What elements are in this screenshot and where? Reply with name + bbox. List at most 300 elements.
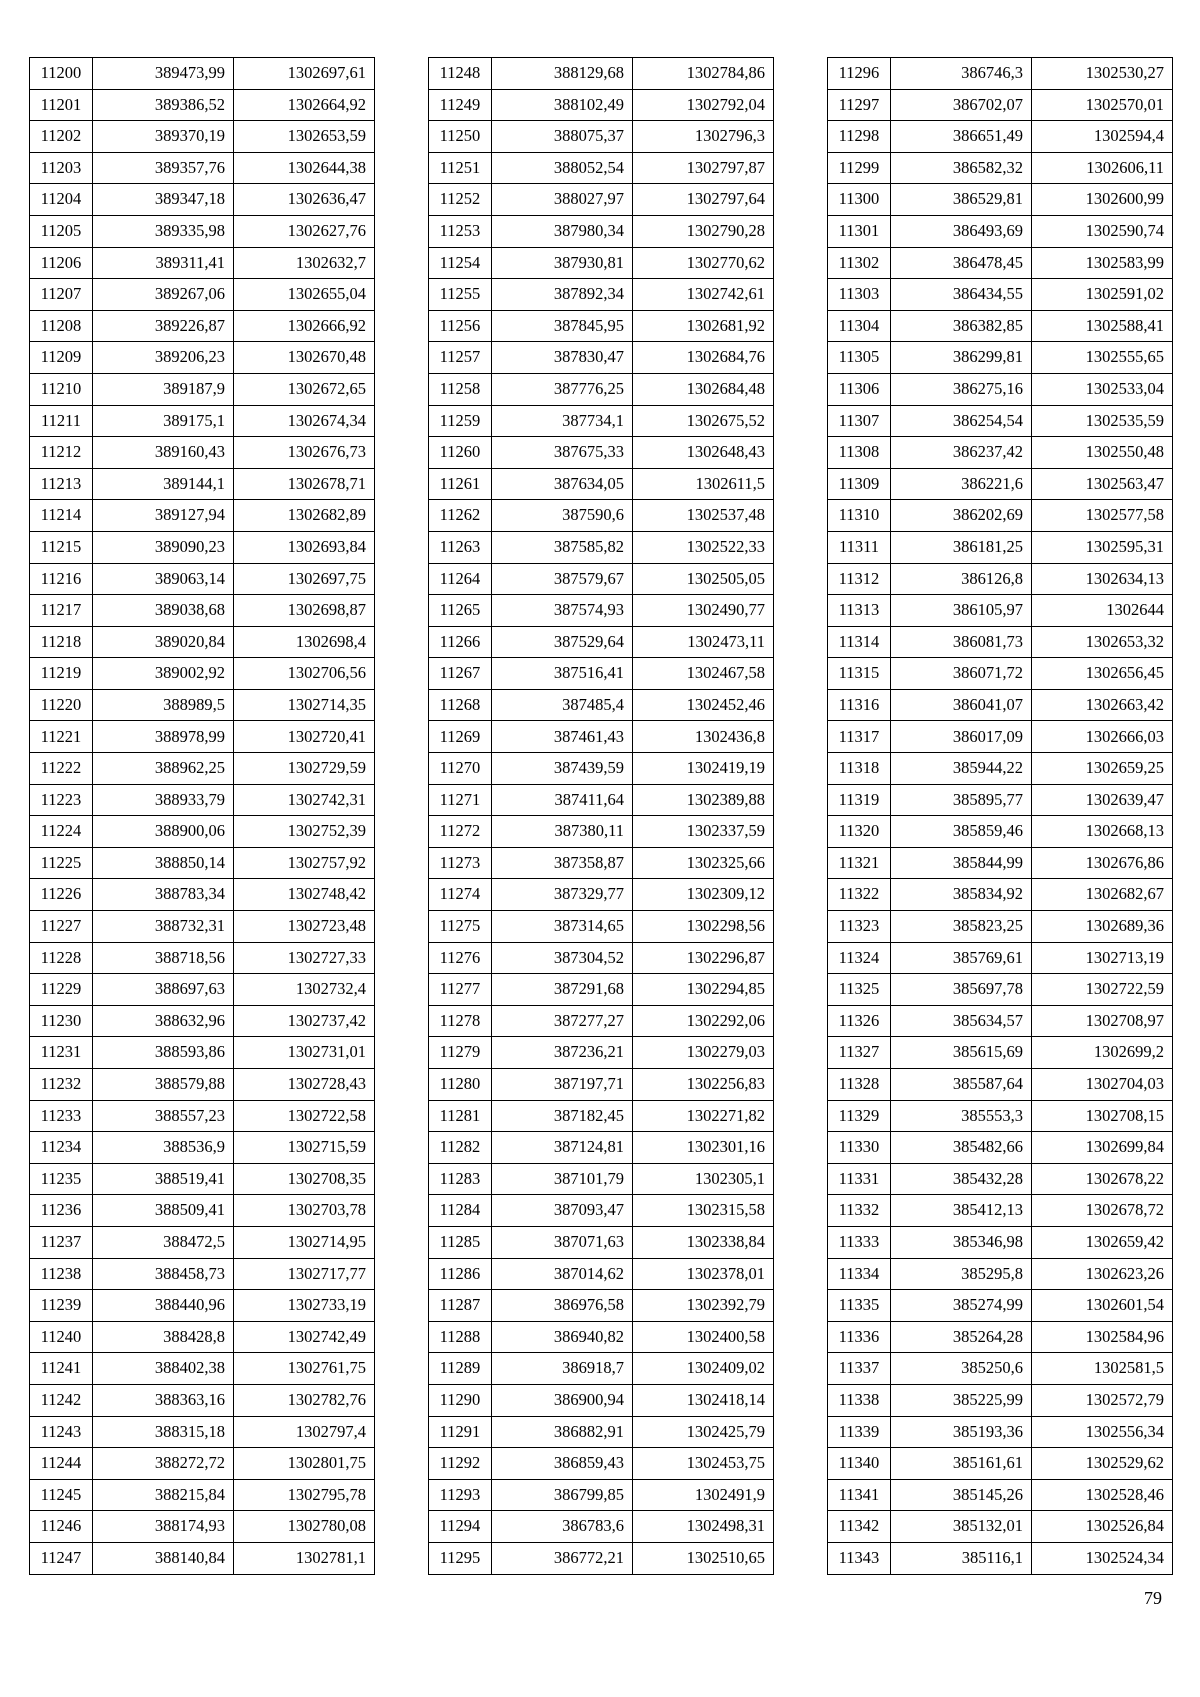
y-coordinate-cell: 1302535,59 bbox=[1032, 405, 1173, 437]
y-coordinate-cell: 1302796,3 bbox=[633, 121, 774, 153]
point-number-cell: 11299 bbox=[828, 152, 891, 184]
x-coordinate-cell: 388027,97 bbox=[492, 184, 633, 216]
table-row bbox=[429, 816, 774, 848]
table-row bbox=[30, 279, 375, 311]
x-coordinate-cell: 389267,06 bbox=[93, 279, 234, 311]
y-coordinate-cell: 1302723,48 bbox=[234, 911, 375, 943]
y-coordinate-cell: 1302742,31 bbox=[234, 784, 375, 816]
point-number-cell: 11312 bbox=[828, 563, 891, 595]
x-coordinate-cell: 388102,49 bbox=[492, 89, 633, 121]
table-row bbox=[30, 247, 375, 279]
point-number-cell: 11276 bbox=[429, 942, 492, 974]
y-coordinate-cell: 1302729,59 bbox=[234, 753, 375, 785]
table-row bbox=[429, 1448, 774, 1480]
x-coordinate-cell: 385895,77 bbox=[891, 784, 1032, 816]
y-coordinate-cell: 1302570,01 bbox=[1032, 89, 1173, 121]
point-number-cell: 11256 bbox=[429, 310, 492, 342]
x-coordinate-cell: 387579,67 bbox=[492, 563, 633, 595]
x-coordinate-cell: 386237,42 bbox=[891, 437, 1032, 469]
table-row bbox=[30, 1479, 375, 1511]
point-number-cell: 11338 bbox=[828, 1384, 891, 1416]
y-coordinate-cell: 1302674,34 bbox=[234, 405, 375, 437]
y-coordinate-cell: 1302292,06 bbox=[633, 1005, 774, 1037]
y-coordinate-cell: 1302634,13 bbox=[1032, 563, 1173, 595]
table-row bbox=[429, 1479, 774, 1511]
x-coordinate-cell: 389002,92 bbox=[93, 658, 234, 690]
x-coordinate-cell: 388509,41 bbox=[93, 1195, 234, 1227]
point-number-cell: 11245 bbox=[30, 1479, 93, 1511]
table-row bbox=[828, 1100, 1173, 1132]
point-number-cell: 11248 bbox=[429, 58, 492, 90]
y-coordinate-cell: 1302780,08 bbox=[234, 1511, 375, 1543]
y-coordinate-cell: 1302693,84 bbox=[234, 531, 375, 563]
y-coordinate-cell: 1302708,97 bbox=[1032, 1005, 1173, 1037]
x-coordinate-cell: 386918,7 bbox=[492, 1353, 633, 1385]
x-coordinate-cell: 386940,82 bbox=[492, 1321, 633, 1353]
y-coordinate-cell: 1302556,34 bbox=[1032, 1416, 1173, 1448]
table-row bbox=[828, 1448, 1173, 1480]
x-coordinate-cell: 389160,43 bbox=[93, 437, 234, 469]
point-number-cell: 11237 bbox=[30, 1226, 93, 1258]
y-coordinate-cell: 1302704,03 bbox=[1032, 1069, 1173, 1101]
y-coordinate-cell: 1302648,43 bbox=[633, 437, 774, 469]
y-coordinate-cell: 1302653,32 bbox=[1032, 626, 1173, 658]
y-coordinate-cell: 1302473,11 bbox=[633, 626, 774, 658]
point-number-cell: 11332 bbox=[828, 1195, 891, 1227]
y-coordinate-cell: 1302636,47 bbox=[234, 184, 375, 216]
x-coordinate-cell: 388315,18 bbox=[93, 1416, 234, 1448]
x-coordinate-cell: 388697,63 bbox=[93, 974, 234, 1006]
table-row bbox=[828, 753, 1173, 785]
table-row bbox=[30, 1100, 375, 1132]
table-row bbox=[429, 1542, 774, 1574]
point-number-cell: 11319 bbox=[828, 784, 891, 816]
table-row bbox=[30, 658, 375, 690]
point-number-cell: 11318 bbox=[828, 753, 891, 785]
point-number-cell: 11229 bbox=[30, 974, 93, 1006]
table-row bbox=[429, 1069, 774, 1101]
point-number-cell: 11201 bbox=[30, 89, 93, 121]
point-number-cell: 11211 bbox=[30, 405, 93, 437]
y-coordinate-cell: 1302676,73 bbox=[234, 437, 375, 469]
x-coordinate-cell: 388732,31 bbox=[93, 911, 234, 943]
table-row bbox=[429, 1132, 774, 1164]
table-row bbox=[429, 1100, 774, 1132]
x-coordinate-cell: 388557,23 bbox=[93, 1100, 234, 1132]
table-row bbox=[30, 1226, 375, 1258]
table-row bbox=[429, 310, 774, 342]
point-number-cell: 11238 bbox=[30, 1258, 93, 1290]
table-row bbox=[429, 1511, 774, 1543]
y-coordinate-cell: 1302784,86 bbox=[633, 58, 774, 90]
point-number-cell: 11261 bbox=[429, 468, 492, 500]
y-coordinate-cell: 1302676,86 bbox=[1032, 847, 1173, 879]
point-number-cell: 11287 bbox=[429, 1290, 492, 1322]
y-coordinate-cell: 1302698,87 bbox=[234, 595, 375, 627]
y-coordinate-cell: 1302632,7 bbox=[234, 247, 375, 279]
x-coordinate-cell: 385346,98 bbox=[891, 1226, 1032, 1258]
y-coordinate-cell: 1302666,03 bbox=[1032, 721, 1173, 753]
point-number-cell: 11204 bbox=[30, 184, 93, 216]
x-coordinate-cell: 389063,14 bbox=[93, 563, 234, 595]
table-row bbox=[828, 974, 1173, 1006]
x-coordinate-cell: 385834,92 bbox=[891, 879, 1032, 911]
point-number-cell: 11333 bbox=[828, 1226, 891, 1258]
point-number-cell: 11225 bbox=[30, 847, 93, 879]
table-row bbox=[828, 121, 1173, 153]
point-number-cell: 11240 bbox=[30, 1321, 93, 1353]
x-coordinate-cell: 386254,54 bbox=[891, 405, 1032, 437]
table-row bbox=[429, 279, 774, 311]
table-row bbox=[828, 184, 1173, 216]
x-coordinate-cell: 386900,94 bbox=[492, 1384, 633, 1416]
y-coordinate-cell: 1302338,84 bbox=[633, 1226, 774, 1258]
table-row bbox=[828, 1037, 1173, 1069]
x-coordinate-cell: 388215,84 bbox=[93, 1479, 234, 1511]
x-coordinate-cell: 388363,16 bbox=[93, 1384, 234, 1416]
point-number-cell: 11315 bbox=[828, 658, 891, 690]
point-number-cell: 11228 bbox=[30, 942, 93, 974]
table-row bbox=[30, 1258, 375, 1290]
y-coordinate-cell: 1302271,82 bbox=[633, 1100, 774, 1132]
y-coordinate-cell: 1302572,79 bbox=[1032, 1384, 1173, 1416]
x-coordinate-cell: 385264,28 bbox=[891, 1321, 1032, 1353]
x-coordinate-cell: 386799,85 bbox=[492, 1479, 633, 1511]
x-coordinate-cell: 388632,96 bbox=[93, 1005, 234, 1037]
point-number-cell: 11300 bbox=[828, 184, 891, 216]
point-number-cell: 11207 bbox=[30, 279, 93, 311]
x-coordinate-cell: 388783,34 bbox=[93, 879, 234, 911]
table-row bbox=[429, 152, 774, 184]
point-number-cell: 11212 bbox=[30, 437, 93, 469]
point-number-cell: 11210 bbox=[30, 373, 93, 405]
y-coordinate-cell: 1302555,65 bbox=[1032, 342, 1173, 374]
table-row bbox=[30, 879, 375, 911]
x-coordinate-cell: 387516,41 bbox=[492, 658, 633, 690]
point-number-cell: 11216 bbox=[30, 563, 93, 595]
point-number-cell: 11223 bbox=[30, 784, 93, 816]
y-coordinate-cell: 1302256,83 bbox=[633, 1069, 774, 1101]
table-row bbox=[429, 658, 774, 690]
table-row bbox=[30, 121, 375, 153]
point-number-cell: 11296 bbox=[828, 58, 891, 90]
y-coordinate-cell: 1302708,15 bbox=[1032, 1100, 1173, 1132]
y-coordinate-cell: 1302595,31 bbox=[1032, 531, 1173, 563]
table-row bbox=[828, 1321, 1173, 1353]
y-coordinate-cell: 1302742,61 bbox=[633, 279, 774, 311]
y-coordinate-cell: 1302714,95 bbox=[234, 1226, 375, 1258]
point-number-cell: 11200 bbox=[30, 58, 93, 90]
y-coordinate-cell: 1302757,92 bbox=[234, 847, 375, 879]
point-number-cell: 11309 bbox=[828, 468, 891, 500]
x-coordinate-cell: 386582,32 bbox=[891, 152, 1032, 184]
y-coordinate-cell: 1302782,76 bbox=[234, 1384, 375, 1416]
point-number-cell: 11249 bbox=[429, 89, 492, 121]
y-coordinate-cell: 1302733,19 bbox=[234, 1290, 375, 1322]
y-coordinate-cell: 1302389,88 bbox=[633, 784, 774, 816]
y-coordinate-cell: 1302301,16 bbox=[633, 1132, 774, 1164]
table-row bbox=[828, 215, 1173, 247]
x-coordinate-cell: 388962,25 bbox=[93, 753, 234, 785]
point-number-cell: 11294 bbox=[429, 1511, 492, 1543]
point-number-cell: 11231 bbox=[30, 1037, 93, 1069]
point-number-cell: 11241 bbox=[30, 1353, 93, 1385]
x-coordinate-cell: 385482,66 bbox=[891, 1132, 1032, 1164]
x-coordinate-cell: 389386,52 bbox=[93, 89, 234, 121]
y-coordinate-cell: 1302409,02 bbox=[633, 1353, 774, 1385]
y-coordinate-cell: 1302678,72 bbox=[1032, 1195, 1173, 1227]
point-number-cell: 11321 bbox=[828, 847, 891, 879]
y-coordinate-cell: 1302770,62 bbox=[633, 247, 774, 279]
point-number-cell: 11286 bbox=[429, 1258, 492, 1290]
y-coordinate-cell: 1302537,48 bbox=[633, 500, 774, 532]
x-coordinate-cell: 386041,07 bbox=[891, 689, 1032, 721]
table-row bbox=[30, 816, 375, 848]
point-number-cell: 11273 bbox=[429, 847, 492, 879]
y-coordinate-cell: 1302325,66 bbox=[633, 847, 774, 879]
x-coordinate-cell: 387930,81 bbox=[492, 247, 633, 279]
table-row bbox=[828, 784, 1173, 816]
table-row bbox=[429, 215, 774, 247]
x-coordinate-cell: 387304,52 bbox=[492, 942, 633, 974]
point-number-cell: 11257 bbox=[429, 342, 492, 374]
y-coordinate-cell: 1302797,4 bbox=[234, 1416, 375, 1448]
y-coordinate-cell: 1302505,05 bbox=[633, 563, 774, 595]
point-number-cell: 11250 bbox=[429, 121, 492, 153]
point-number-cell: 11320 bbox=[828, 816, 891, 848]
y-coordinate-cell: 1302720,41 bbox=[234, 721, 375, 753]
y-coordinate-cell: 1302337,59 bbox=[633, 816, 774, 848]
table-row bbox=[30, 784, 375, 816]
table-row bbox=[30, 342, 375, 374]
x-coordinate-cell: 385587,64 bbox=[891, 1069, 1032, 1101]
table-row bbox=[429, 974, 774, 1006]
table-row bbox=[828, 247, 1173, 279]
x-coordinate-cell: 387291,68 bbox=[492, 974, 633, 1006]
table-row bbox=[429, 1163, 774, 1195]
y-coordinate-cell: 1302452,46 bbox=[633, 689, 774, 721]
x-coordinate-cell: 388052,54 bbox=[492, 152, 633, 184]
x-coordinate-cell: 388075,37 bbox=[492, 121, 633, 153]
x-coordinate-cell: 387277,27 bbox=[492, 1005, 633, 1037]
x-coordinate-cell: 385132,01 bbox=[891, 1511, 1032, 1543]
x-coordinate-cell: 385274,99 bbox=[891, 1290, 1032, 1322]
x-coordinate-cell: 386071,72 bbox=[891, 658, 1032, 690]
point-number-cell: 11341 bbox=[828, 1479, 891, 1511]
point-number-cell: 11253 bbox=[429, 215, 492, 247]
point-number-cell: 11274 bbox=[429, 879, 492, 911]
point-number-cell: 11263 bbox=[429, 531, 492, 563]
y-coordinate-cell: 1302510,65 bbox=[633, 1542, 774, 1574]
y-coordinate-cell: 1302715,59 bbox=[234, 1132, 375, 1164]
x-coordinate-cell: 385193,36 bbox=[891, 1416, 1032, 1448]
point-number-cell: 11292 bbox=[429, 1448, 492, 1480]
table-row bbox=[429, 184, 774, 216]
x-coordinate-cell: 388593,86 bbox=[93, 1037, 234, 1069]
y-coordinate-cell: 1302611,5 bbox=[633, 468, 774, 500]
table-row bbox=[30, 405, 375, 437]
y-coordinate-cell: 1302659,42 bbox=[1032, 1226, 1173, 1258]
x-coordinate-cell: 389206,23 bbox=[93, 342, 234, 374]
y-coordinate-cell: 1302591,02 bbox=[1032, 279, 1173, 311]
x-coordinate-cell: 385615,69 bbox=[891, 1037, 1032, 1069]
y-coordinate-cell: 1302279,03 bbox=[633, 1037, 774, 1069]
x-coordinate-cell: 388402,38 bbox=[93, 1353, 234, 1385]
table-row bbox=[828, 468, 1173, 500]
x-coordinate-cell: 387071,63 bbox=[492, 1226, 633, 1258]
point-number-cell: 11281 bbox=[429, 1100, 492, 1132]
point-number-cell: 11254 bbox=[429, 247, 492, 279]
table-row bbox=[30, 184, 375, 216]
y-coordinate-cell: 1302529,62 bbox=[1032, 1448, 1173, 1480]
x-coordinate-cell: 385432,28 bbox=[891, 1163, 1032, 1195]
table-row bbox=[429, 942, 774, 974]
table-row bbox=[828, 89, 1173, 121]
x-coordinate-cell: 388718,56 bbox=[93, 942, 234, 974]
x-coordinate-cell: 387892,34 bbox=[492, 279, 633, 311]
point-number-cell: 11285 bbox=[429, 1226, 492, 1258]
table-row bbox=[30, 58, 375, 90]
table-row bbox=[828, 405, 1173, 437]
point-number-cell: 11288 bbox=[429, 1321, 492, 1353]
y-coordinate-cell: 1302526,84 bbox=[1032, 1511, 1173, 1543]
table-row bbox=[828, 911, 1173, 943]
point-number-cell: 11264 bbox=[429, 563, 492, 595]
point-number-cell: 11213 bbox=[30, 468, 93, 500]
y-coordinate-cell: 1302453,75 bbox=[633, 1448, 774, 1480]
table-row bbox=[828, 879, 1173, 911]
y-coordinate-cell: 1302668,13 bbox=[1032, 816, 1173, 848]
table-row bbox=[828, 1384, 1173, 1416]
point-number-cell: 11247 bbox=[30, 1542, 93, 1574]
x-coordinate-cell: 389175,1 bbox=[93, 405, 234, 437]
table-row bbox=[828, 626, 1173, 658]
table-row bbox=[30, 974, 375, 1006]
point-number-cell: 11222 bbox=[30, 753, 93, 785]
table-row bbox=[429, 1384, 774, 1416]
x-coordinate-cell: 385823,25 bbox=[891, 911, 1032, 943]
table-row bbox=[30, 689, 375, 721]
table-row bbox=[30, 1037, 375, 1069]
y-coordinate-cell: 1302706,56 bbox=[234, 658, 375, 690]
y-coordinate-cell: 1302699,84 bbox=[1032, 1132, 1173, 1164]
x-coordinate-cell: 389038,68 bbox=[93, 595, 234, 627]
coordinates-table-2 bbox=[428, 57, 774, 1575]
y-coordinate-cell: 1302584,96 bbox=[1032, 1321, 1173, 1353]
x-coordinate-cell: 386493,69 bbox=[891, 215, 1032, 247]
table-row bbox=[828, 1353, 1173, 1385]
table-row bbox=[828, 310, 1173, 342]
y-coordinate-cell: 1302522,33 bbox=[633, 531, 774, 563]
table-row bbox=[429, 753, 774, 785]
point-number-cell: 11266 bbox=[429, 626, 492, 658]
x-coordinate-cell: 387439,59 bbox=[492, 753, 633, 785]
x-coordinate-cell: 385769,61 bbox=[891, 942, 1032, 974]
x-coordinate-cell: 385161,61 bbox=[891, 1448, 1032, 1480]
table-row bbox=[828, 1511, 1173, 1543]
y-coordinate-cell: 1302681,92 bbox=[633, 310, 774, 342]
x-coordinate-cell: 386081,73 bbox=[891, 626, 1032, 658]
x-coordinate-cell: 388428,8 bbox=[93, 1321, 234, 1353]
point-number-cell: 11259 bbox=[429, 405, 492, 437]
point-number-cell: 11307 bbox=[828, 405, 891, 437]
point-number-cell: 11328 bbox=[828, 1069, 891, 1101]
y-coordinate-cell: 1302392,79 bbox=[633, 1290, 774, 1322]
point-number-cell: 11235 bbox=[30, 1163, 93, 1195]
table-row bbox=[429, 1416, 774, 1448]
table-row bbox=[30, 847, 375, 879]
point-number-cell: 11265 bbox=[429, 595, 492, 627]
x-coordinate-cell: 387182,45 bbox=[492, 1100, 633, 1132]
point-number-cell: 11326 bbox=[828, 1005, 891, 1037]
y-coordinate-cell: 1302594,4 bbox=[1032, 121, 1173, 153]
table-row bbox=[30, 626, 375, 658]
x-coordinate-cell: 387124,81 bbox=[492, 1132, 633, 1164]
x-coordinate-cell: 387461,43 bbox=[492, 721, 633, 753]
table-row bbox=[30, 1069, 375, 1101]
y-coordinate-cell: 1302639,47 bbox=[1032, 784, 1173, 816]
point-number-cell: 11215 bbox=[30, 531, 93, 563]
point-number-cell: 11275 bbox=[429, 911, 492, 943]
x-coordinate-cell: 385116,1 bbox=[891, 1542, 1032, 1574]
y-coordinate-cell: 1302713,19 bbox=[1032, 942, 1173, 974]
y-coordinate-cell: 1302737,42 bbox=[234, 1005, 375, 1037]
y-coordinate-cell: 1302298,56 bbox=[633, 911, 774, 943]
x-coordinate-cell: 388978,99 bbox=[93, 721, 234, 753]
x-coordinate-cell: 387314,65 bbox=[492, 911, 633, 943]
table-row bbox=[828, 1226, 1173, 1258]
x-coordinate-cell: 385250,6 bbox=[891, 1353, 1032, 1385]
y-coordinate-cell: 1302722,59 bbox=[1032, 974, 1173, 1006]
point-number-cell: 11298 bbox=[828, 121, 891, 153]
y-coordinate-cell: 1302748,42 bbox=[234, 879, 375, 911]
point-number-cell: 11331 bbox=[828, 1163, 891, 1195]
y-coordinate-cell: 1302296,87 bbox=[633, 942, 774, 974]
y-coordinate-cell: 1302678,22 bbox=[1032, 1163, 1173, 1195]
y-coordinate-cell: 1302742,49 bbox=[234, 1321, 375, 1353]
x-coordinate-cell: 389357,76 bbox=[93, 152, 234, 184]
y-coordinate-cell: 1302659,25 bbox=[1032, 753, 1173, 785]
y-coordinate-cell: 1302425,79 bbox=[633, 1416, 774, 1448]
table-row bbox=[828, 816, 1173, 848]
x-coordinate-cell: 385412,13 bbox=[891, 1195, 1032, 1227]
table-row bbox=[429, 1195, 774, 1227]
table-row bbox=[30, 1132, 375, 1164]
x-coordinate-cell: 385697,78 bbox=[891, 974, 1032, 1006]
point-number-cell: 11283 bbox=[429, 1163, 492, 1195]
x-coordinate-cell: 389347,18 bbox=[93, 184, 234, 216]
point-number-cell: 11284 bbox=[429, 1195, 492, 1227]
table-row bbox=[828, 1542, 1173, 1574]
point-number-cell: 11230 bbox=[30, 1005, 93, 1037]
point-number-cell: 11289 bbox=[429, 1353, 492, 1385]
y-coordinate-cell: 1302590,74 bbox=[1032, 215, 1173, 247]
x-coordinate-cell: 386299,81 bbox=[891, 342, 1032, 374]
x-coordinate-cell: 389370,19 bbox=[93, 121, 234, 153]
point-number-cell: 11297 bbox=[828, 89, 891, 121]
y-coordinate-cell: 1302684,76 bbox=[633, 342, 774, 374]
y-coordinate-cell: 1302675,52 bbox=[633, 405, 774, 437]
point-number-cell: 11295 bbox=[429, 1542, 492, 1574]
table-row bbox=[30, 152, 375, 184]
x-coordinate-cell: 387590,6 bbox=[492, 500, 633, 532]
y-coordinate-cell: 1302664,92 bbox=[234, 89, 375, 121]
table-row bbox=[828, 1195, 1173, 1227]
table-row bbox=[828, 563, 1173, 595]
page-number: 79 bbox=[1144, 1588, 1162, 1608]
table-row bbox=[429, 531, 774, 563]
y-coordinate-cell: 1302722,58 bbox=[234, 1100, 375, 1132]
